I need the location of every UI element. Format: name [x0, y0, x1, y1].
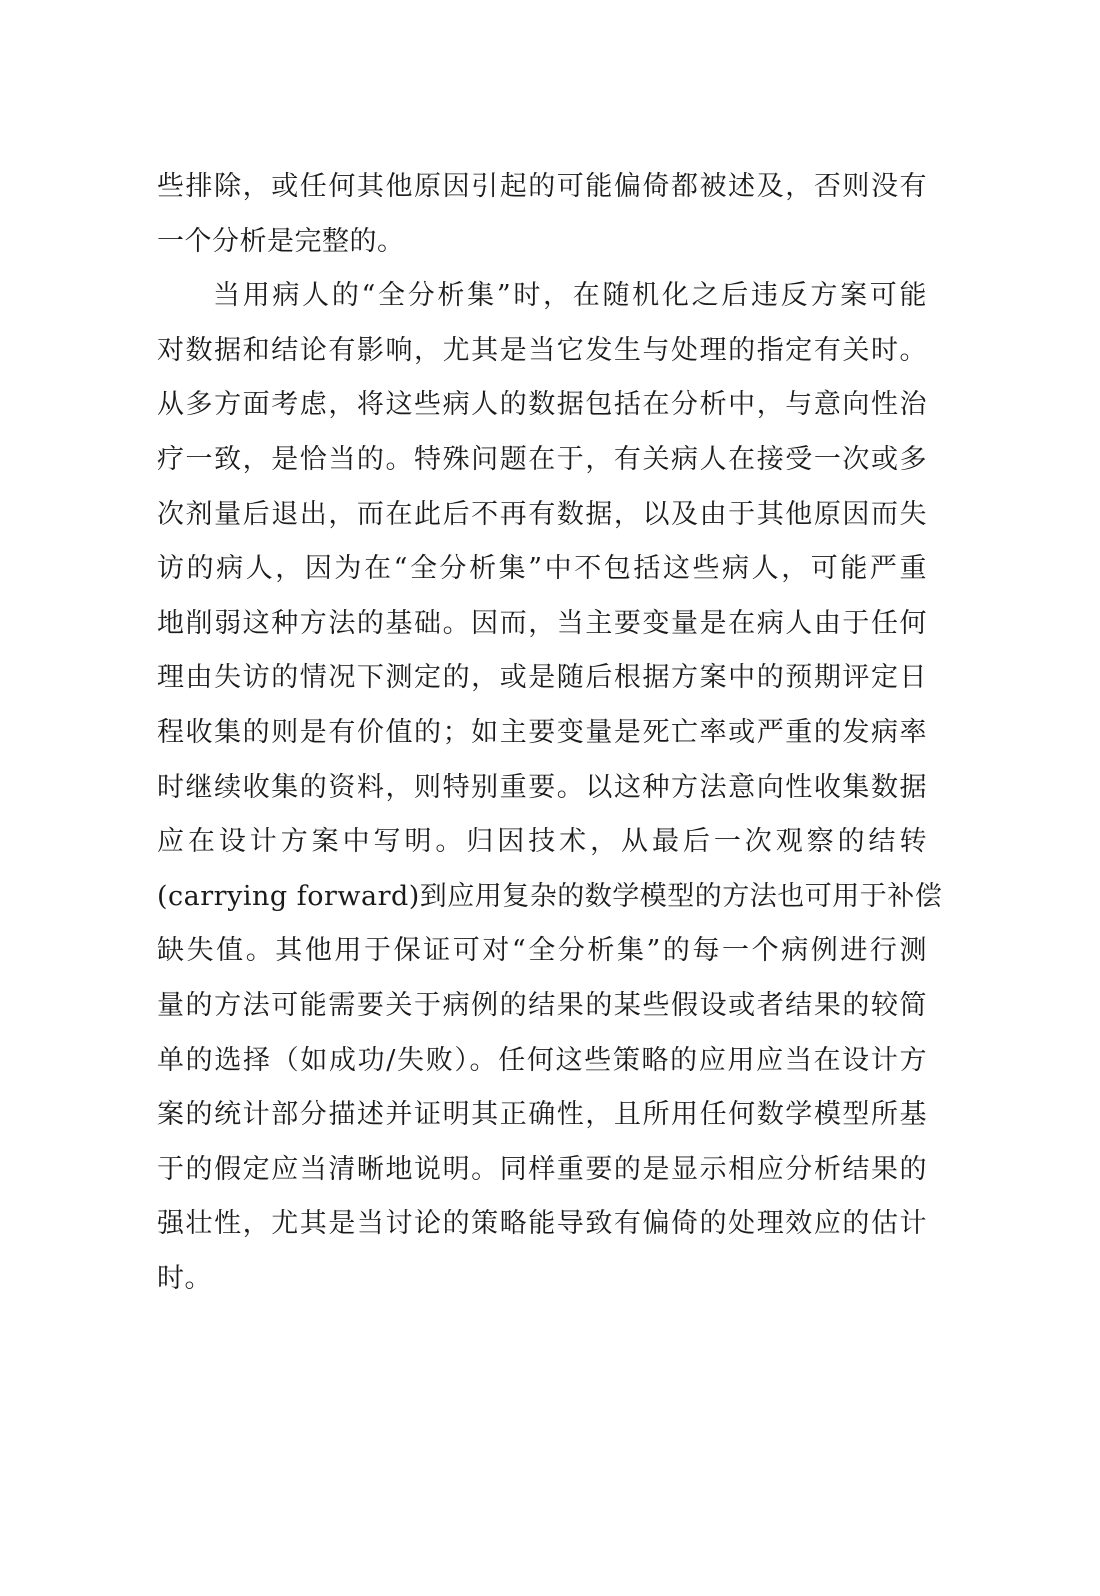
- text-line: 强壮性，尤其是当讨论的策略能导致有偏倚的处理效应的估计: [157, 1208, 927, 1240]
- paragraph-1: [157, 160, 927, 269]
- text-line: 次剂量后退出，而在此后不再有数据，以及由于其他原因而失: [157, 498, 927, 530]
- text-line: 程收集的则是有价值的；如主要变量是死亡率或严重的发病率: [157, 716, 927, 748]
- text-line: 量的方法可能需要关于病例的结果的某些假设或者结果的较简: [157, 989, 927, 1021]
- text-line: 理由失访的情况下测定的，或是随后根据方案中的预期评定日: [157, 662, 927, 694]
- body-text: [157, 160, 943, 1306]
- paragraph-2: [157, 269, 943, 1306]
- text-line: 一个分析是完整的。: [157, 225, 405, 257]
- text-line: 缺失值。其他用于保证可对“全分析集”的每一个病例进行测: [157, 935, 927, 967]
- text-line: 于的假定应当清晰地说明。同样重要的是显示相应分析结果的: [157, 1153, 927, 1185]
- text-line: 些排除，或任何其他原因引起的可能偏倚都被述及，否则没有: [157, 171, 927, 202]
- text-line: 案的统计部分描述并证明其正确性，且所用任何数学模型所基: [157, 1099, 927, 1131]
- text-line: 疗一致，是恰当的。特殊问题在于，有关病人在接受一次或多: [157, 443, 927, 475]
- text-line: 访的病人，因为在“全分析集”中不包括这些病人，可能严重: [157, 553, 927, 585]
- text-line: 地削弱这种方法的基础。因而，当主要变量是在病人由于任何: [157, 607, 927, 639]
- text-line: 应在设计方案中写明。归因技术，从最后一次观察的结转: [157, 826, 927, 858]
- text-line: 时继续收集的资料，则特别重要。以这种方法意向性收集数据: [157, 771, 927, 803]
- text-line: 单的选择（如成功/失败）。任何这些策略的应用应当在设计方: [157, 1044, 927, 1076]
- text-line: 当用病人的“全分析集”时，在随机化之后违反方案可能: [213, 280, 927, 312]
- text-line: 时。: [157, 1262, 212, 1294]
- text-line: 对数据和结论有影响，尤其是当它发生与处理的指定有关时。: [157, 334, 927, 366]
- text-line: (carrying forward)到应用复杂的数学模型的方法也可用于补偿: [157, 880, 943, 912]
- text-line: 从多方面考虑，将这些病人的数据包括在分析中，与意向性治: [157, 389, 927, 421]
